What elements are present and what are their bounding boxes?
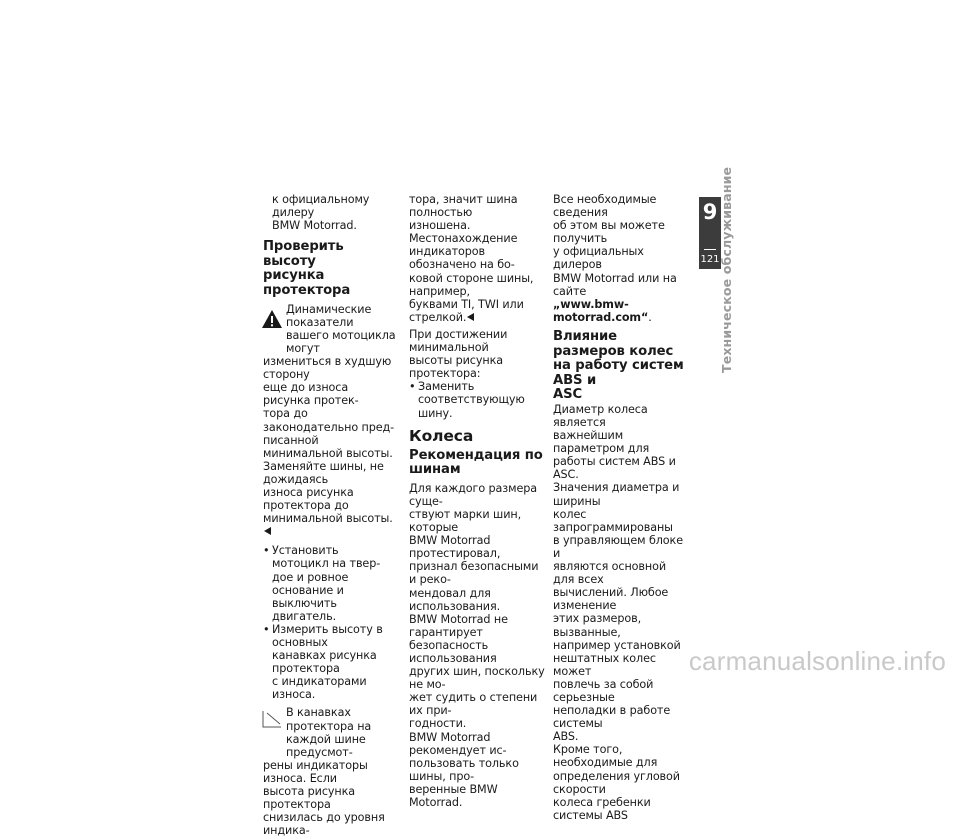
heading-tire-recommendation: Рекомендация по шинам: [409, 447, 543, 478]
text-line-last: буквами TI, TWI или стрелкой.: [409, 297, 524, 324]
note-corner-icon: [261, 709, 283, 729]
text-line: Диаметр колеса является: [553, 402, 648, 429]
text-line: индикаторов обозначено на бо-: [409, 245, 515, 272]
text-line: Кроме того, необходимые для: [553, 743, 658, 770]
text-line: неполадки в работе системы: [553, 704, 671, 731]
text-line: изношена. Местонахождение: [409, 219, 518, 246]
text-line: годности.: [409, 717, 467, 731]
text-line: мендовал для использования.: [409, 586, 501, 613]
chapter-number: 9: [702, 200, 718, 224]
text-line: высоты рисунка протектора:: [409, 354, 503, 381]
text-line: ствуют марки шин, которые: [409, 507, 522, 535]
text-line: являются основной для всех: [553, 560, 667, 587]
text-line: других шин, поскольку не мо-: [409, 665, 545, 692]
text-line: об этом вы можете получить: [553, 219, 665, 246]
text-line: Для каждого размера суще-: [409, 481, 538, 508]
text-line: определения угловой скорости: [553, 769, 680, 796]
column-2: [409, 193, 545, 809]
warning-line: Заменяйте шины, не дожидаясь: [263, 459, 384, 486]
text-line: безопасность использования: [409, 638, 497, 665]
warning-line: тора до законодательно пред-: [263, 407, 395, 434]
warning-line-last: минимальной высоты.: [263, 512, 397, 538]
chapter-tab: [699, 197, 721, 269]
warning-block: [263, 303, 397, 539]
text-line: нештатных колес может: [553, 651, 656, 678]
intro-line: BMW Motorrad.: [272, 219, 357, 233]
end-triangle-icon: [467, 313, 474, 321]
text-line: тора, значит шина полностью: [409, 193, 518, 220]
page-number: 121: [700, 254, 720, 265]
text-line: BMW Motorrad или на сайте: [553, 271, 677, 298]
website-link[interactable]: „www.bmw-motorrad.com“: [553, 297, 649, 324]
text-line: При достижении минимальной: [409, 327, 508, 355]
list-item: • Измерить высоту в основных канавках рисунка протектора с индикаторами износа.: [263, 623, 397, 702]
text-line: BMW Motorrad рекомендует ис-: [409, 730, 507, 757]
tab-divider: [704, 249, 716, 250]
text-line: Все необходимые сведения: [553, 193, 657, 220]
watermark: carmanualsonline.info: [688, 646, 946, 676]
text-line: колес запрограммированы: [553, 507, 673, 534]
text-line: у официальных дилеров: [553, 245, 644, 272]
note-line: рены индикаторы износа. Если: [263, 758, 368, 785]
warning-line: вашего мотоцикла могут: [286, 328, 396, 355]
text-line: в управляющем блоке и: [553, 533, 683, 560]
note-line: высота рисунка протектора: [263, 785, 356, 812]
text-line: пользовать только шины, про-: [409, 756, 519, 783]
section-title-vertical: Техническое обслуживание: [719, 166, 734, 373]
column-1: [263, 193, 397, 837]
warning-line: писанной минимальной высоты.: [263, 433, 393, 460]
list-item: • Установить мотоцикл на твер- дое и ровное основание и выключить двигатель.: [263, 544, 397, 623]
warning-line: измениться в худшую сторону: [263, 355, 392, 382]
warning-line: износа рисунка протектора до: [263, 485, 354, 513]
text-line: признал безопасными и реко-: [409, 560, 539, 587]
heading-wheel-size-abs: Влияние размеров колес на работу систем ABS и ASC: [553, 328, 684, 403]
text-line: ABS.: [553, 730, 579, 744]
list-item: • Заменить соответствующую шину.: [409, 380, 545, 419]
text-line: например установкой: [553, 638, 681, 652]
warning-line: еще до износа рисунка протек-: [263, 381, 359, 408]
text-line: вычислений. Любое изменение: [553, 586, 669, 613]
website-line: „www.bmw-motorrad.com“.: [553, 297, 652, 324]
text-line: этих размеров, вызванные,: [553, 612, 642, 639]
text-line: повлечь за собой серьезные: [553, 677, 654, 704]
note-line: каждой шине предусмот-: [286, 732, 366, 759]
note-line: В канавках протектора на: [286, 706, 372, 733]
note-block: [263, 706, 397, 837]
column-3: [553, 193, 689, 822]
text-line: BMW Motorrad не гарантирует: [409, 612, 508, 639]
text-line: работы систем ABS и ASC.: [553, 455, 676, 482]
text-line: жет судить о степени их при-: [409, 691, 538, 718]
text-line: важнейшим параметром для: [553, 429, 650, 456]
text-line: BMW Motorrad протестировал,: [409, 534, 501, 561]
note-line: снизилась до уровня индика-: [263, 811, 385, 837]
end-triangle-icon: [264, 527, 271, 535]
warning-line: Динамические показатели: [286, 302, 372, 329]
text-line: веренные BMW Motorrad.: [409, 782, 498, 810]
intro-line: к официальному дилеру: [272, 193, 370, 220]
heading-wheels: Колеса: [409, 426, 474, 445]
text-line: колеса гребенки системы ABS: [553, 795, 651, 822]
warning-triangle-icon: [261, 309, 283, 329]
heading-tread-depth: Проверить высоту рисунка протектора: [263, 239, 351, 299]
text-line: Значения диаметра и ширины: [553, 481, 680, 508]
text-line: ковой стороне шины, например,: [409, 271, 534, 298]
